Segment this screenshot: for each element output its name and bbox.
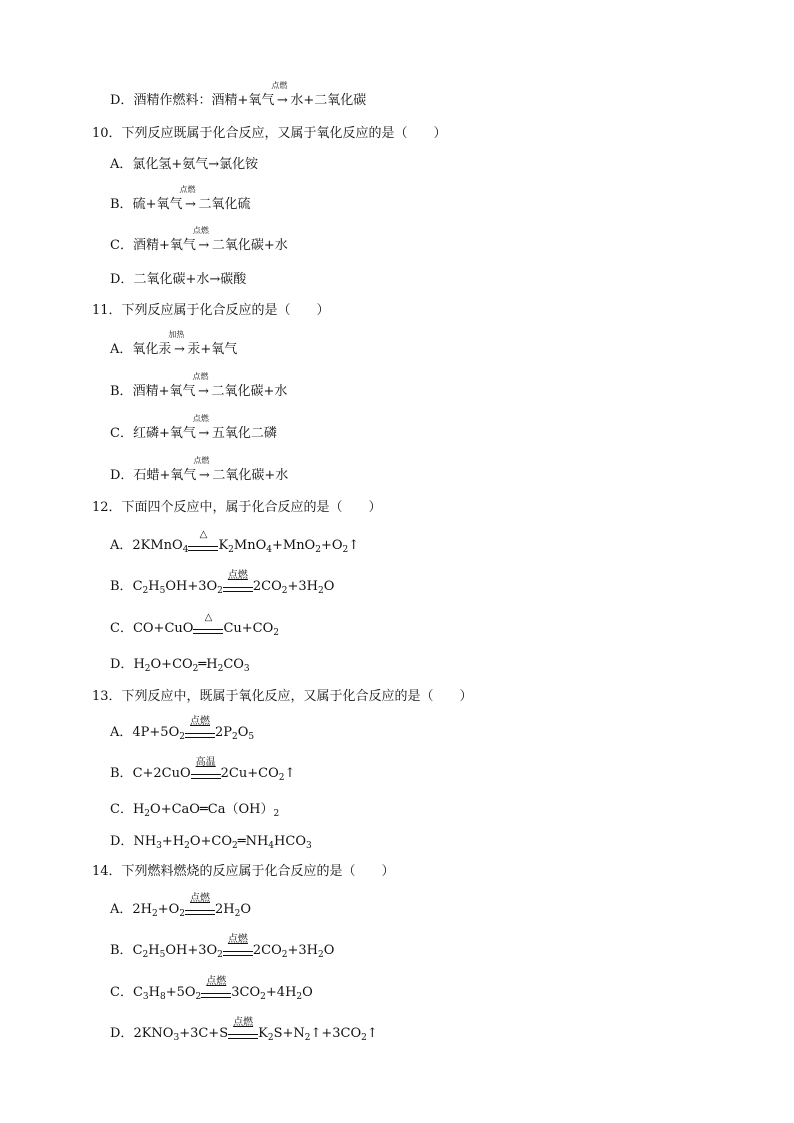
reaction-arrow: [179, 185, 198, 214]
q12-option-c: [110, 612, 279, 639]
reaction-arrow: [192, 372, 211, 401]
q13-option-d: [110, 833, 312, 852]
question-14-stem: 14．下列燃料燃烧的反应属于化合反应的是（ ）: [92, 864, 395, 879]
equation: $C_2H_5OH+3O_2$ 点燃 $2CO_2+3H_2O$: [132, 934, 335, 960]
option-label: C．: [110, 426, 133, 441]
condition-label: 点燃: [189, 716, 210, 727]
condition-label: 高温: [195, 757, 216, 768]
option-label: A．: [110, 538, 133, 553]
q13-option-a: [110, 716, 255, 743]
equation: $2H_2+O_2$ 点燃 $2H_2O$: [132, 893, 252, 919]
equation: $2KNO_3+3C+S$ 点燃 $K_2S+N_2↑+3CO_2↑$: [133, 1017, 378, 1043]
arrow-glyph: →: [173, 342, 185, 357]
condition-label: 点燃: [227, 570, 248, 581]
option-label: B．: [110, 943, 133, 958]
arrow-glyph: →: [276, 93, 288, 108]
arrow-glyph: →: [198, 426, 210, 441]
reaction-text: 氯化氢+氨气→氯化铵: [132, 157, 259, 172]
option-label: B．: [110, 766, 133, 781]
reactants: 酒精作燃料：酒精+氧气: [133, 93, 275, 108]
condition-label: 点燃: [193, 456, 210, 465]
q12-option-a: [110, 529, 360, 556]
question-11-stem: 11．下列反应属于化合反应的是（ ）: [92, 303, 330, 318]
q12-option-d: [110, 656, 250, 675]
q13-option-c: [110, 801, 279, 820]
reaction-arrow: [271, 81, 290, 110]
q10-option-a: [110, 156, 258, 174]
equation: $C_2H_5OH+3O_2$ 点燃 $2CO_2+3H_2O$: [132, 570, 335, 596]
reactants: 酒精+氧气: [132, 238, 196, 253]
condition-label: △: [204, 612, 213, 623]
option-label: C．: [110, 802, 133, 817]
option-label: A．: [110, 725, 133, 740]
q11-option-b: [110, 372, 288, 401]
products: 五氧化二磷: [211, 426, 277, 441]
q14-option-d: [110, 1017, 378, 1044]
question-12-stem: 12．下面四个反应中，属于化合反应的是（ ）: [92, 500, 382, 515]
reaction-equals: [191, 757, 221, 783]
reaction-equals: [185, 893, 215, 919]
products: 汞+氧气: [187, 342, 238, 357]
q9-option-d: [110, 81, 367, 110]
question-10-stem: 10．下列反应既属于化合反应，又属于氧化反应的是（ ）: [92, 126, 447, 141]
reaction-arrow: [192, 414, 212, 443]
option-label: B．: [110, 579, 133, 594]
option-label: D．: [110, 834, 134, 849]
reaction-equals: [188, 529, 218, 555]
double-bar: [185, 733, 215, 738]
option-label: B．: [110, 384, 133, 399]
condition-label: 点燃: [190, 893, 211, 904]
option-label: C．: [110, 985, 133, 1000]
equation: $C_3H_8+5O_2$ 点燃 $3CO_2+4H_2O$: [132, 976, 313, 1002]
q10-option-c: [110, 226, 288, 255]
condition-label: 点燃: [233, 1017, 254, 1028]
reactants: 石蜡+氧气: [133, 468, 197, 483]
option-label: D．: [110, 93, 134, 108]
reaction-equals: [223, 934, 253, 960]
reactants: 氧化汞: [132, 342, 172, 357]
reaction-equals: [223, 570, 253, 596]
reactants: 硫+氧气: [132, 197, 183, 212]
q12-option-b: [110, 570, 335, 597]
double-bar: [223, 951, 253, 956]
reactants: 红磷+氧气: [132, 426, 196, 441]
q13-option-b: [110, 757, 296, 784]
equation: $H_2O+CaO═Ca(OH)_2$: [132, 802, 280, 819]
double-bar: [188, 546, 218, 551]
equation: CO+CuO △ $Cu+CO_2$: [132, 612, 279, 638]
option-label: A．: [110, 342, 133, 357]
reaction-arrow: [168, 330, 187, 359]
condition-label: 点燃: [206, 976, 227, 987]
condition-label: 点燃: [192, 414, 209, 423]
double-bar: [193, 629, 223, 634]
q10-option-d: [110, 271, 246, 289]
question-13-stem: 13．下列反应中，既属于氧化反应，又属于化合反应的是（ ）: [92, 689, 473, 704]
option-label: A．: [110, 157, 133, 172]
products: 水+二氧化碳: [290, 93, 367, 108]
q11-option-d: [110, 456, 289, 485]
equation: $4P+5O_2$ 点燃 $2P_2O_5$: [132, 716, 255, 742]
q10-option-b: [110, 185, 251, 214]
reaction-arrow: [193, 456, 212, 485]
double-bar: [223, 587, 253, 592]
arrow-glyph: →: [198, 468, 210, 483]
equation: $NH_3+H_2O+CO_2═NH_4HCO_3$: [133, 834, 312, 851]
reactants: 酒精+氧气: [132, 384, 196, 399]
reaction-equals: [228, 1017, 258, 1043]
option-label: B．: [110, 197, 133, 212]
option-label: A．: [110, 902, 133, 917]
reaction-text: 二氧化碳+水→碳酸: [133, 272, 247, 287]
double-bar: [201, 993, 231, 998]
arrow-glyph: →: [198, 238, 210, 253]
double-bar: [228, 1034, 258, 1039]
option-label: C．: [110, 238, 133, 253]
products: 二氧化硫: [198, 197, 251, 212]
q14-option-a: [110, 893, 252, 920]
q11-option-a: [110, 330, 238, 359]
q14-option-c: [110, 976, 313, 1003]
reaction-arrow: [192, 226, 212, 255]
arrow-glyph: →: [185, 197, 196, 212]
condition-label: 点燃: [192, 372, 209, 381]
option-label: D．: [110, 272, 134, 287]
option-label: D．: [110, 657, 134, 672]
arrow-glyph: →: [198, 384, 209, 399]
equation: C+2CuO 高温 $2Cu+CO_2↑$: [132, 757, 296, 783]
double-bar: [185, 910, 215, 915]
condition-label: 加热: [168, 330, 185, 339]
double-bar: [191, 774, 221, 779]
condition-label: 点燃: [192, 226, 209, 235]
q11-option-c: [110, 414, 277, 443]
equation: 2KMnO$_4$ △ $K_2MnO_4+MnO_2+O_2↑$: [132, 529, 360, 555]
option-label: D．: [110, 468, 134, 483]
equation: $H_2O+CO_2═H_2CO_3$: [133, 657, 250, 674]
products: 二氧化碳+水: [211, 384, 288, 399]
reaction-equals: [201, 976, 231, 1002]
products: 二氧化碳+水: [212, 468, 289, 483]
option-label: C．: [110, 621, 133, 636]
reaction-equals: [193, 612, 223, 638]
condition-label: △: [199, 529, 208, 540]
condition-label: 点燃: [271, 81, 288, 90]
q14-option-b: [110, 934, 335, 961]
reaction-equals: [185, 716, 215, 742]
products: 二氧化碳+水: [211, 238, 288, 253]
condition-label: 点燃: [179, 185, 196, 194]
condition-label: 点燃: [227, 934, 248, 945]
option-label: D．: [110, 1026, 134, 1041]
